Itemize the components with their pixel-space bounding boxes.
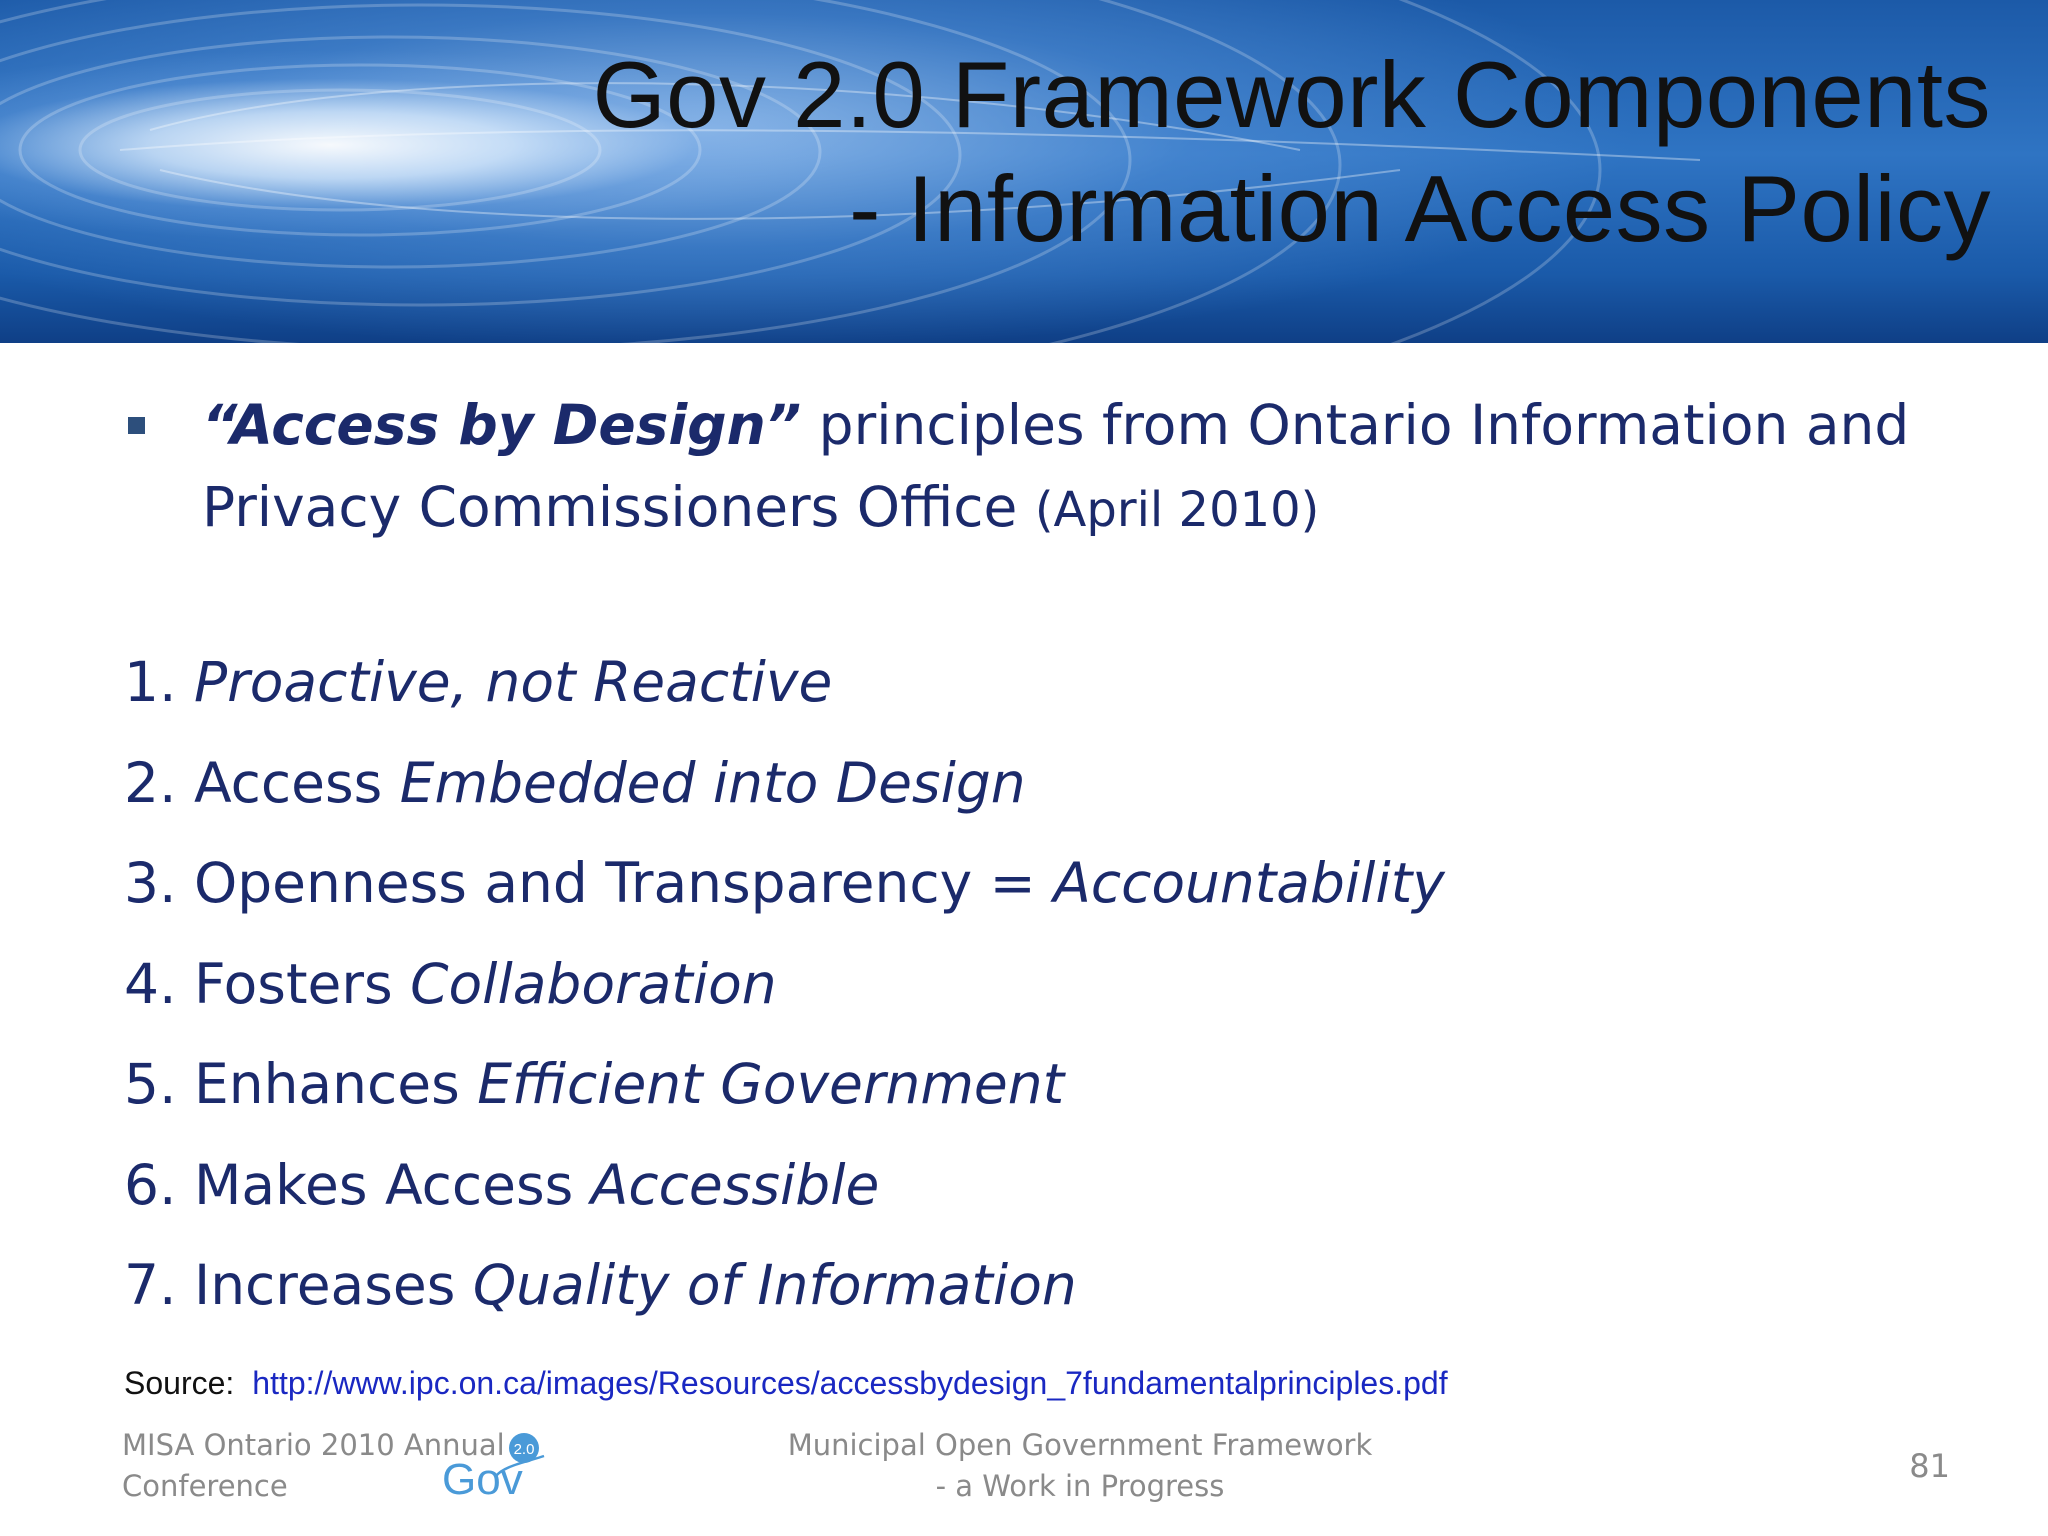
principle-item-6 — [124, 1145, 1445, 1246]
principle-number: 2. — [124, 750, 194, 815]
slide-title-line-1: Gov 2.0 Framework Components — [592, 42, 1991, 147]
logo-text: Gov — [442, 1455, 523, 1500]
principle-italic: Quality of Information — [472, 1253, 1077, 1317]
intro-text-body: principles from Ontario Information and Privacy Commissioners Office — [202, 393, 1910, 539]
principle-plain: Access — [193, 750, 400, 815]
footer-conference-line-2: Conference — [122, 1469, 288, 1503]
principle-italic: Collaboration — [410, 951, 777, 1016]
gov-2-0-logo — [440, 1432, 556, 1500]
principle-italic: Proactive, not Reactive — [193, 650, 833, 714]
principle-item-2 — [124, 743, 1445, 844]
footer-presentation-title — [760, 1425, 1400, 1507]
footer-presentation-line-2: - a Work in Progress — [935, 1469, 1225, 1503]
footer-conference-line-1: MISA Ontario 2010 Annual — [122, 1428, 505, 1462]
principle-plain: Increases — [193, 1253, 473, 1317]
slide-title — [593, 38, 1991, 266]
principle-plain: Openness and Transparency = — [193, 851, 1054, 915]
principle-plain: Enhances — [193, 1052, 478, 1116]
principle-italic: Accessible — [590, 1152, 880, 1217]
page-number: 81 — [1909, 1447, 1950, 1485]
intro-date: (April 2010) — [1034, 482, 1320, 538]
header-banner — [0, 0, 2048, 343]
access-by-design-emphasis: “Access by Design” — [202, 393, 802, 457]
principle-item-3 — [124, 843, 1445, 944]
principle-item-4 — [124, 944, 1445, 1045]
intro-text — [202, 384, 1942, 551]
footer-presentation-line-1: Municipal Open Government Framework — [787, 1428, 1373, 1462]
principle-plain: Makes Access — [193, 1152, 591, 1217]
principle-number: 4. — [124, 951, 194, 1016]
logo-badge: 2.0 — [513, 1441, 535, 1458]
principles-list — [124, 642, 1445, 1346]
principle-number: 1. — [124, 650, 194, 714]
square-bullet-icon — [128, 417, 145, 434]
principle-number: 7. — [124, 1253, 194, 1317]
principle-plain: Fosters — [193, 951, 411, 1016]
principle-number: 3. — [124, 851, 194, 915]
principle-item-1 — [124, 642, 1445, 743]
principle-italic: Accountability — [1053, 851, 1445, 915]
source-line — [124, 1365, 1448, 1402]
principle-item-7 — [124, 1245, 1445, 1346]
principle-item-5 — [124, 1044, 1445, 1145]
principle-number: 5. — [124, 1052, 194, 1116]
slide-title-line-2: - Information Access Policy — [849, 156, 1991, 261]
source-label: Source: — [124, 1365, 235, 1401]
principle-italic: Efficient Government — [477, 1052, 1065, 1116]
principle-number: 6. — [124, 1152, 194, 1217]
source-link[interactable]: http://www.ipc.on.ca/images/Resources/accessbydesign_7fundamentalprinciples.pdf — [252, 1365, 1448, 1401]
principle-italic: Embedded into Design — [399, 750, 1026, 815]
